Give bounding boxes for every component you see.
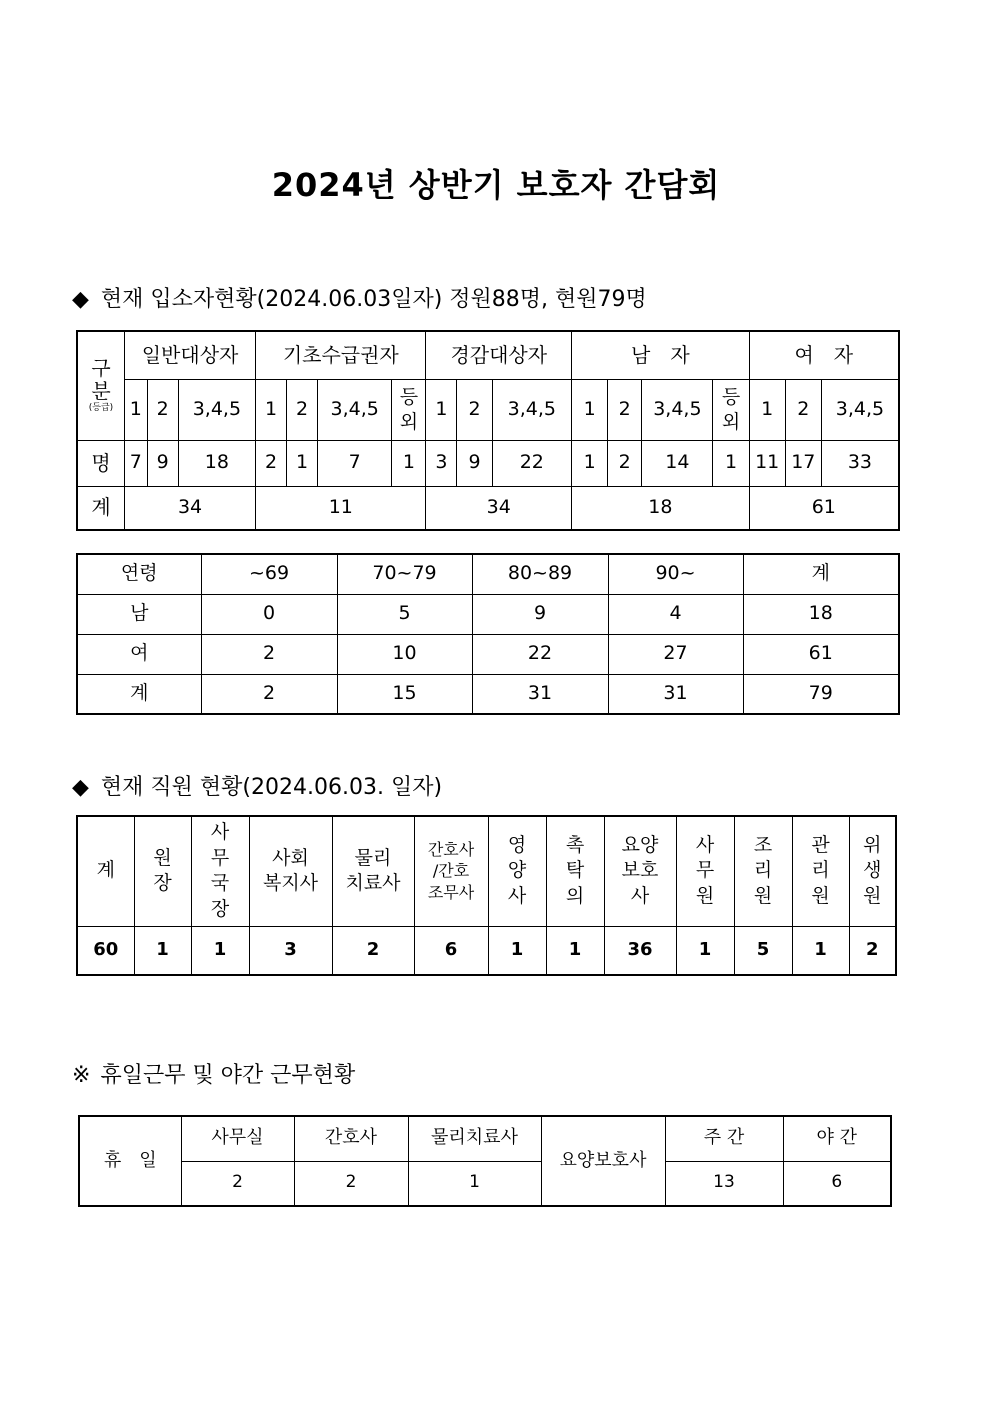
count-row-label: 명 xyxy=(77,440,124,486)
staff-header-cell xyxy=(77,816,134,926)
total-cell: 61 xyxy=(749,486,899,530)
count-cell: 17 xyxy=(785,440,821,486)
age-header: 90~ xyxy=(608,554,743,594)
grade-cell: 1 xyxy=(749,379,785,440)
resident-grade-table xyxy=(76,330,900,531)
staff-header-cell xyxy=(734,816,792,926)
age-distribution-table xyxy=(76,553,900,715)
staff-value-cell: 3 xyxy=(249,926,332,975)
staff-header-label: 사무국장 xyxy=(210,820,230,920)
staff-value-cell: 36 xyxy=(604,926,676,975)
holiday-header: 간호사 xyxy=(294,1116,408,1161)
staff-value-cell: 1 xyxy=(134,926,191,975)
grade-cell: 2 xyxy=(785,379,821,440)
holiday-shift-table xyxy=(78,1115,892,1207)
grade-cell xyxy=(713,379,749,440)
age-header: ~69 xyxy=(201,554,337,594)
age-cell: 5 xyxy=(337,594,472,634)
section-heading-text: 현재 직원 현황(2024.06.03. 일자) xyxy=(100,775,443,800)
total-cell: 18 xyxy=(572,486,750,530)
staff-value-cell: 1 xyxy=(792,926,849,975)
shift-value-day: 13 xyxy=(665,1161,783,1206)
count-cell: 14 xyxy=(642,440,713,486)
age-cell: 10 xyxy=(337,634,472,674)
holiday-value: 1 xyxy=(408,1161,541,1206)
count-cell: 11 xyxy=(749,440,785,486)
grade-cell: 2 xyxy=(287,379,318,440)
shift-header-night: 야 간 xyxy=(783,1116,891,1161)
staff-header-label: 위생원 xyxy=(863,833,882,908)
group-header: 기초수급권자 xyxy=(256,331,426,379)
age-row-label: 계 xyxy=(77,674,201,714)
section-heading-holiday xyxy=(72,1058,355,1089)
age-cell: 4 xyxy=(608,594,743,634)
count-cell: 7 xyxy=(318,440,392,486)
age-cell: 2 xyxy=(201,674,337,714)
caregiver-label: 요양보호사 xyxy=(541,1116,665,1206)
age-header: 연령 xyxy=(77,554,201,594)
total-cell: 11 xyxy=(256,486,426,530)
age-cell: 18 xyxy=(743,594,899,634)
staff-header-label: 영양사 xyxy=(507,833,527,908)
staff-header-cell xyxy=(134,816,191,926)
section-heading-staff xyxy=(72,770,442,801)
count-cell: 1 xyxy=(392,440,426,486)
count-cell: 18 xyxy=(178,440,255,486)
count-cell: 7 xyxy=(124,440,147,486)
holiday-row-label: 휴 일 xyxy=(79,1116,181,1206)
count-cell: 3 xyxy=(426,440,457,486)
group-header: 남 자 xyxy=(572,331,750,379)
staff-table xyxy=(76,815,897,976)
age-cell: 0 xyxy=(201,594,337,634)
age-cell: 61 xyxy=(743,634,899,674)
total-cell: 34 xyxy=(426,486,572,530)
age-cell: 31 xyxy=(608,674,743,714)
shift-value-night: 6 xyxy=(783,1161,891,1206)
holiday-header: 물리치료사 xyxy=(408,1116,541,1161)
staff-header-cell xyxy=(191,816,249,926)
holiday-value: 2 xyxy=(181,1161,294,1206)
staff-value-cell: 60 xyxy=(77,926,134,975)
diamond-bullet-icon: ◆ xyxy=(72,287,89,312)
grade-cell: 3,4,5 xyxy=(642,379,713,440)
age-cell: 15 xyxy=(337,674,472,714)
staff-header-label: 계 xyxy=(96,859,115,882)
age-cell: 2 xyxy=(201,634,337,674)
staff-header-label: 사무원 xyxy=(695,833,715,908)
staff-header-cell xyxy=(604,816,676,926)
count-cell: 33 xyxy=(821,440,899,486)
staff-header-cell xyxy=(488,816,546,926)
grade-cell: 2 xyxy=(457,379,492,440)
staff-header-cell xyxy=(332,816,414,926)
grade-cell xyxy=(392,379,426,440)
staff-value-cell: 1 xyxy=(676,926,734,975)
staff-header-label: 물리 치료사 xyxy=(345,846,401,895)
age-row-label: 여 xyxy=(77,634,201,674)
holiday-value: 2 xyxy=(294,1161,408,1206)
age-cell: 27 xyxy=(608,634,743,674)
staff-value-cell: 2 xyxy=(332,926,414,975)
staff-value-cell: 1 xyxy=(488,926,546,975)
staff-header-cell xyxy=(249,816,332,926)
count-cell: 1 xyxy=(713,440,749,486)
grade-cell: 1 xyxy=(124,379,147,440)
header-grade-note: (등급) xyxy=(88,403,114,414)
group-header: 경감대상자 xyxy=(426,331,572,379)
grade-cell: 1 xyxy=(426,379,457,440)
count-cell: 9 xyxy=(147,440,178,486)
age-header: 80~89 xyxy=(472,554,608,594)
header-char-gu: 구 xyxy=(91,356,111,381)
page-title: 2024년 상반기 보호자 간담회 xyxy=(271,166,721,204)
shift-header-day: 주 간 xyxy=(665,1116,783,1161)
age-row-label: 남 xyxy=(77,594,201,634)
count-cell: 9 xyxy=(457,440,492,486)
staff-value-cell: 2 xyxy=(849,926,896,975)
staff-header-label: 관리원 xyxy=(811,833,830,908)
row-label-header xyxy=(77,331,124,440)
grade-other-label: 등외 xyxy=(399,385,419,433)
staff-header-label: 원장 xyxy=(153,846,172,895)
group-header: 여 자 xyxy=(749,331,899,379)
holiday-header: 사무실 xyxy=(181,1116,294,1161)
section-heading-text: 휴일근무 및 야간 근무현황 xyxy=(100,1063,356,1088)
staff-header-label: 조리원 xyxy=(753,833,773,908)
staff-value-cell: 1 xyxy=(191,926,249,975)
diamond-bullet-icon: ◆ xyxy=(72,775,89,800)
grade-cell: 2 xyxy=(147,379,178,440)
staff-value-cell: 6 xyxy=(414,926,488,975)
count-cell: 1 xyxy=(287,440,318,486)
count-cell: 1 xyxy=(572,440,608,486)
staff-header-cell xyxy=(792,816,849,926)
grade-cell: 3,4,5 xyxy=(492,379,572,440)
age-header: 계 xyxy=(743,554,899,594)
count-cell: 2 xyxy=(608,440,642,486)
staff-header-cell xyxy=(546,816,604,926)
total-cell: 34 xyxy=(124,486,255,530)
grade-cell: 2 xyxy=(608,379,642,440)
staff-header-cell xyxy=(849,816,896,926)
grade-cell: 3,4,5 xyxy=(178,379,255,440)
section-heading-text: 현재 입소자현황(2024.06.03일자) 정원88명, 현원79명 xyxy=(100,287,647,312)
section-heading-residents xyxy=(72,282,647,313)
staff-header-label: 간호사 /간호 조무사 xyxy=(427,839,475,902)
age-cell: 31 xyxy=(472,674,608,714)
age-cell: 9 xyxy=(472,594,608,634)
age-header: 70~79 xyxy=(337,554,472,594)
staff-value-cell: 1 xyxy=(546,926,604,975)
grade-cell: 3,4,5 xyxy=(318,379,392,440)
age-cell: 22 xyxy=(472,634,608,674)
total-row-label: 계 xyxy=(77,486,124,530)
count-cell: 22 xyxy=(492,440,572,486)
grade-cell: 3,4,5 xyxy=(821,379,899,440)
staff-value-cell: 5 xyxy=(734,926,792,975)
group-header: 일반대상자 xyxy=(124,331,255,379)
grade-cell: 1 xyxy=(572,379,608,440)
staff-header-label: 요양 보호 사 xyxy=(621,833,659,908)
grade-cell: 1 xyxy=(256,379,287,440)
reference-mark-icon: ※ xyxy=(72,1063,91,1088)
staff-header-cell xyxy=(414,816,488,926)
age-cell: 79 xyxy=(743,674,899,714)
staff-header-label: 사회 복지사 xyxy=(262,846,319,895)
header-char-bun: 분 xyxy=(91,379,111,404)
count-cell: 2 xyxy=(256,440,287,486)
staff-header-cell xyxy=(676,816,734,926)
grade-other-label: 등외 xyxy=(721,385,741,433)
staff-header-label: 촉탁의 xyxy=(565,833,585,908)
